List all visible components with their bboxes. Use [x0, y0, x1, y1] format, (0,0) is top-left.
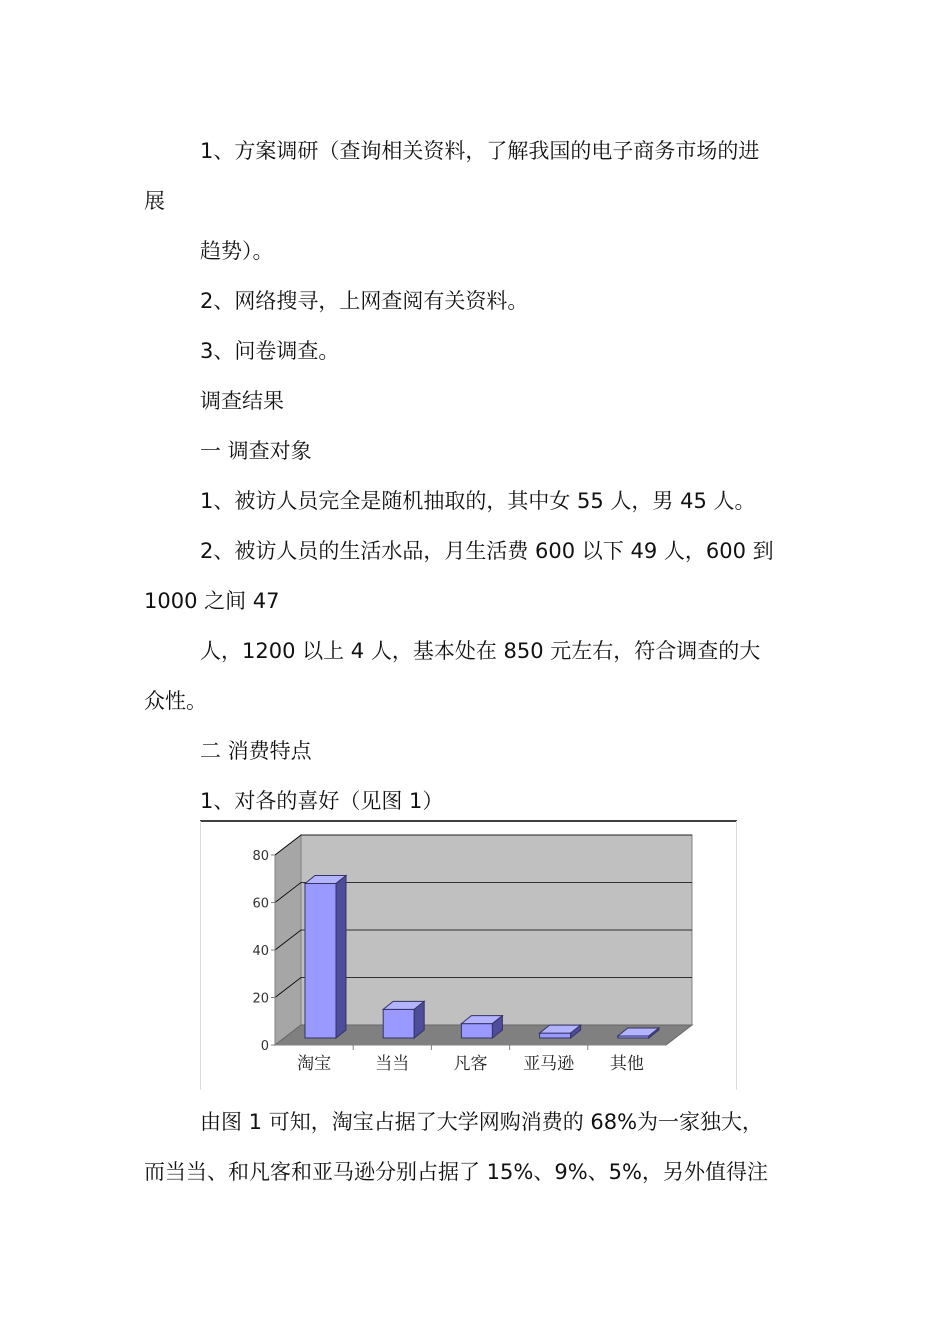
x-tick-label: 当当 — [375, 1054, 410, 1074]
bar-4 — [540, 1033, 571, 1038]
bar-1 — [305, 884, 336, 1039]
x-tick-label: 淘宝 — [297, 1054, 332, 1074]
paragraph-subjects-2: 2、被访人员的生活水品，月生活费 600 以下 49 人，600 到 — [200, 539, 774, 563]
paragraph-analysis: 由图 1 可知，淘宝占据了大学网购消费的 68%为一家独大， — [200, 1110, 764, 1134]
paragraph-preference: 1、对各的喜好（见图 1） — [200, 789, 444, 813]
paragraph-subjects-2-cont: 1000 之间 47 — [144, 589, 280, 613]
paragraph-subjects-2-end: 众性。 — [144, 689, 207, 713]
y-tick-label: 40 — [252, 944, 269, 959]
x-tick-label: 亚马逊 — [523, 1054, 575, 1074]
paragraph-subjects-1: 1、被访人员完全是随机抽取的，其中女 55 人，男 45 人。 — [200, 489, 756, 513]
bar-side-1 — [336, 876, 346, 1039]
x-tick-label: 凡客 — [453, 1054, 488, 1074]
y-tick-label: 80 — [252, 849, 269, 864]
x-tick-label: 其他 — [609, 1054, 644, 1074]
paragraph-method-1-end: 趋势）。 — [200, 239, 274, 263]
y-tick-label: 0 — [260, 1039, 269, 1054]
y-tick-label: 60 — [252, 896, 269, 912]
paragraph-analysis-cont: 而当当、和凡客和亚马逊分别占据了 15%、9%、5%，另外值得注 — [144, 1160, 768, 1184]
bar-3 — [461, 1024, 492, 1038]
bar-2 — [383, 1009, 414, 1038]
heading-consumption-features: 二 消费特点 — [200, 739, 312, 763]
paragraph-method-3: 3、问卷调查。 — [200, 339, 340, 363]
heading-survey-subjects: 一 调查对象 — [200, 439, 312, 463]
paragraph-method-2: 2、网络搜寻，上网查阅有关资料。 — [200, 289, 529, 313]
y-tick-label: 20 — [252, 991, 269, 1007]
bar-chart-figure-1 — [200, 820, 738, 1090]
plot-area — [252, 835, 692, 1074]
heading-survey-results: 调查结果 — [200, 389, 284, 413]
paragraph-method-1-cont: 展 — [144, 189, 165, 213]
paragraph-method-1: 1、方案调研（查询相关资料，了解我国的电子商务市场的进 — [200, 139, 760, 163]
paragraph-subjects-2-cont2: 人，1200 以上 4 人，基本处在 850 元左右，符合调查的大 — [200, 639, 761, 663]
